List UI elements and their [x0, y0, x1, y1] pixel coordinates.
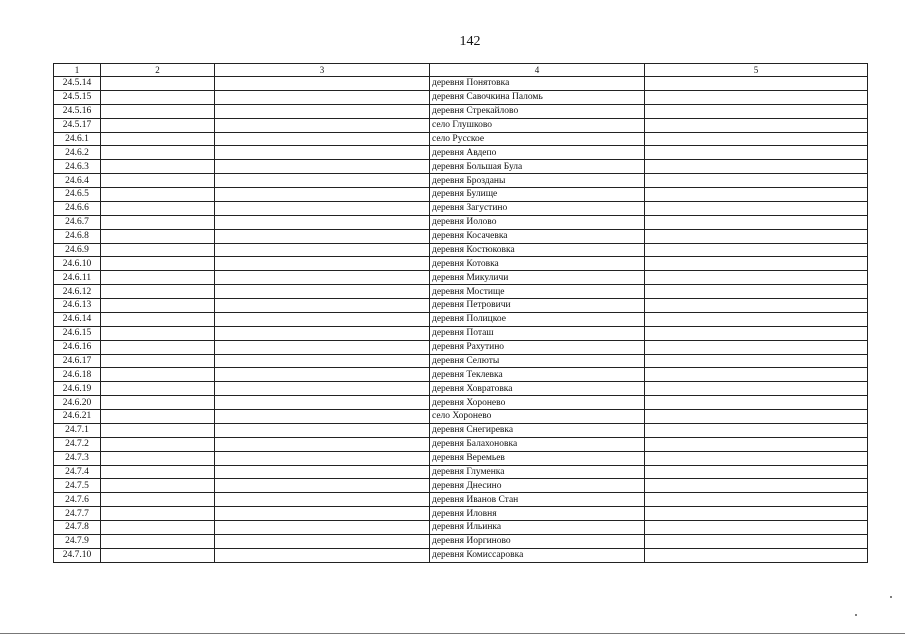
row-empty-cell-2: [101, 174, 215, 188]
row-empty-cell-3: [215, 132, 430, 146]
row-code-cell: 24.7.10: [54, 548, 101, 562]
row-empty-cell-5: [645, 215, 868, 229]
row-code-cell: 24.6.18: [54, 368, 101, 382]
row-settlement-name-cell: деревня Комиссаровка: [430, 548, 645, 562]
row-empty-cell-5: [645, 354, 868, 368]
row-empty-cell-3: [215, 340, 430, 354]
row-empty-cell-2: [101, 382, 215, 396]
row-settlement-name-cell: деревня Снегиревка: [430, 423, 645, 437]
row-empty-cell-5: [645, 132, 868, 146]
row-empty-cell-3: [215, 188, 430, 202]
row-empty-cell-5: [645, 465, 868, 479]
table-header-row: [54, 64, 868, 77]
table-row: [54, 479, 868, 493]
row-empty-cell-2: [101, 368, 215, 382]
column-header-2: 2: [101, 64, 215, 77]
row-settlement-name-cell: село Русское: [430, 132, 645, 146]
row-empty-cell-3: [215, 174, 430, 188]
row-empty-cell-5: [645, 174, 868, 188]
row-empty-cell-5: [645, 423, 868, 437]
row-empty-cell-5: [645, 118, 868, 132]
row-code-cell: 24.5.17: [54, 118, 101, 132]
row-empty-cell-5: [645, 437, 868, 451]
row-settlement-name-cell: деревня Балахоновка: [430, 437, 645, 451]
table-row: [54, 77, 868, 91]
row-empty-cell-2: [101, 423, 215, 437]
row-code-cell: 24.6.8: [54, 229, 101, 243]
row-settlement-name-cell: деревня Веремьев: [430, 451, 645, 465]
table-row: [54, 201, 868, 215]
row-empty-cell-3: [215, 285, 430, 299]
row-code-cell: 24.6.2: [54, 146, 101, 160]
table-row: [54, 299, 868, 313]
row-code-cell: 24.7.2: [54, 437, 101, 451]
row-empty-cell-5: [645, 534, 868, 548]
row-empty-cell-2: [101, 243, 215, 257]
row-settlement-name-cell: деревня Костюковка: [430, 243, 645, 257]
table-row: [54, 340, 868, 354]
row-empty-cell-3: [215, 479, 430, 493]
table-row: [54, 548, 868, 562]
table-row: [54, 104, 868, 118]
row-empty-cell-3: [215, 382, 430, 396]
row-empty-cell-5: [645, 396, 868, 410]
table-row: [54, 326, 868, 340]
row-code-cell: 24.6.9: [54, 243, 101, 257]
row-code-cell: 24.6.15: [54, 326, 101, 340]
row-empty-cell-5: [645, 77, 868, 91]
row-settlement-name-cell: деревня Савочкина Паломь: [430, 90, 645, 104]
row-empty-cell-3: [215, 160, 430, 174]
row-empty-cell-3: [215, 507, 430, 521]
row-empty-cell-3: [215, 312, 430, 326]
table-row: [54, 493, 868, 507]
row-empty-cell-2: [101, 465, 215, 479]
row-settlement-name-cell: деревня Булище: [430, 188, 645, 202]
scan-speck: [890, 596, 892, 598]
row-empty-cell-5: [645, 146, 868, 160]
table-row: [54, 465, 868, 479]
row-empty-cell-3: [215, 243, 430, 257]
row-empty-cell-5: [645, 451, 868, 465]
row-settlement-name-cell: деревня Стрекайлово: [430, 104, 645, 118]
row-empty-cell-2: [101, 451, 215, 465]
table-body: [54, 77, 868, 563]
row-empty-cell-2: [101, 77, 215, 91]
table-row: [54, 243, 868, 257]
row-empty-cell-5: [645, 521, 868, 535]
row-empty-cell-2: [101, 548, 215, 562]
row-empty-cell-2: [101, 299, 215, 313]
row-code-cell: 24.6.21: [54, 410, 101, 424]
row-empty-cell-3: [215, 90, 430, 104]
row-settlement-name-cell: деревня Иловня: [430, 507, 645, 521]
row-empty-cell-2: [101, 534, 215, 548]
row-settlement-name-cell: село Глушково: [430, 118, 645, 132]
row-code-cell: 24.6.7: [54, 215, 101, 229]
row-settlement-name-cell: деревня Поташ: [430, 326, 645, 340]
row-empty-cell-5: [645, 243, 868, 257]
table-row: [54, 229, 868, 243]
row-empty-cell-5: [645, 285, 868, 299]
row-settlement-name-cell: деревня Мостище: [430, 285, 645, 299]
row-empty-cell-5: [645, 271, 868, 285]
row-empty-cell-5: [645, 507, 868, 521]
row-empty-cell-2: [101, 326, 215, 340]
row-empty-cell-3: [215, 368, 430, 382]
row-settlement-name-cell: деревня Ильинка: [430, 521, 645, 535]
row-empty-cell-2: [101, 146, 215, 160]
row-empty-cell-5: [645, 548, 868, 562]
row-settlement-name-cell: деревня Большая Була: [430, 160, 645, 174]
row-empty-cell-3: [215, 548, 430, 562]
row-settlement-name-cell: деревня Котовка: [430, 257, 645, 271]
row-settlement-name-cell: деревня Теклевка: [430, 368, 645, 382]
row-code-cell: 24.6.14: [54, 312, 101, 326]
row-empty-cell-3: [215, 229, 430, 243]
row-empty-cell-2: [101, 312, 215, 326]
row-empty-cell-2: [101, 493, 215, 507]
row-code-cell: 24.6.10: [54, 257, 101, 271]
row-empty-cell-5: [645, 312, 868, 326]
table-row: [54, 257, 868, 271]
row-code-cell: 24.7.8: [54, 521, 101, 535]
column-header-4: 4: [430, 64, 645, 77]
row-code-cell: 24.7.5: [54, 479, 101, 493]
table-row: [54, 271, 868, 285]
row-empty-cell-3: [215, 215, 430, 229]
row-code-cell: 24.6.3: [54, 160, 101, 174]
settlements-table: [53, 63, 868, 563]
row-empty-cell-3: [215, 451, 430, 465]
row-settlement-name-cell: деревня Петровичи: [430, 299, 645, 313]
row-empty-cell-2: [101, 104, 215, 118]
table-row: [54, 396, 868, 410]
row-code-cell: 24.5.14: [54, 77, 101, 91]
row-empty-cell-2: [101, 118, 215, 132]
row-code-cell: 24.6.6: [54, 201, 101, 215]
table-row: [54, 132, 868, 146]
row-settlement-name-cell: деревня Полицкое: [430, 312, 645, 326]
row-empty-cell-3: [215, 396, 430, 410]
row-settlement-name-cell: деревня Глуменка: [430, 465, 645, 479]
row-code-cell: 24.7.1: [54, 423, 101, 437]
table-row: [54, 521, 868, 535]
row-empty-cell-2: [101, 201, 215, 215]
row-code-cell: 24.7.6: [54, 493, 101, 507]
row-empty-cell-3: [215, 410, 430, 424]
row-code-cell: 24.7.3: [54, 451, 101, 465]
row-empty-cell-2: [101, 410, 215, 424]
row-empty-cell-3: [215, 521, 430, 535]
table-row: [54, 215, 868, 229]
row-empty-cell-2: [101, 257, 215, 271]
table-row: [54, 146, 868, 160]
row-settlement-name-cell: деревня Ховратовка: [430, 382, 645, 396]
row-empty-cell-2: [101, 285, 215, 299]
column-header-1: 1: [54, 64, 101, 77]
row-empty-cell-5: [645, 382, 868, 396]
row-empty-cell-2: [101, 271, 215, 285]
table-row: [54, 437, 868, 451]
row-empty-cell-3: [215, 271, 430, 285]
row-settlement-name-cell: деревня Микуличи: [430, 271, 645, 285]
row-empty-cell-3: [215, 354, 430, 368]
row-empty-cell-5: [645, 90, 868, 104]
row-empty-cell-5: [645, 160, 868, 174]
row-code-cell: 24.6.12: [54, 285, 101, 299]
row-code-cell: 24.7.9: [54, 534, 101, 548]
row-empty-cell-5: [645, 326, 868, 340]
row-empty-cell-5: [645, 340, 868, 354]
table-row: [54, 451, 868, 465]
row-empty-cell-3: [215, 326, 430, 340]
row-empty-cell-5: [645, 257, 868, 271]
table-row: [54, 90, 868, 104]
table-row: [54, 534, 868, 548]
table-row: [54, 507, 868, 521]
row-empty-cell-5: [645, 104, 868, 118]
row-code-cell: 24.7.7: [54, 507, 101, 521]
table-row: [54, 118, 868, 132]
table-row: [54, 188, 868, 202]
row-empty-cell-3: [215, 146, 430, 160]
row-empty-cell-3: [215, 423, 430, 437]
page-bottom-rule: [0, 633, 905, 634]
row-empty-cell-5: [645, 188, 868, 202]
row-code-cell: 24.6.11: [54, 271, 101, 285]
row-empty-cell-2: [101, 437, 215, 451]
row-empty-cell-5: [645, 299, 868, 313]
row-settlement-name-cell: село Хоронево: [430, 410, 645, 424]
row-empty-cell-2: [101, 215, 215, 229]
row-empty-cell-3: [215, 118, 430, 132]
table-row: [54, 423, 868, 437]
row-empty-cell-2: [101, 229, 215, 243]
row-settlement-name-cell: деревня Иоргиново: [430, 534, 645, 548]
row-settlement-name-cell: деревня Хоронево: [430, 396, 645, 410]
row-empty-cell-5: [645, 201, 868, 215]
table-row: [54, 174, 868, 188]
row-empty-cell-2: [101, 396, 215, 410]
row-empty-cell-2: [101, 354, 215, 368]
row-empty-cell-5: [645, 229, 868, 243]
row-settlement-name-cell: деревня Иванов Стан: [430, 493, 645, 507]
column-header-5: 5: [645, 64, 868, 77]
row-empty-cell-3: [215, 534, 430, 548]
row-settlement-name-cell: деревня Косачевка: [430, 229, 645, 243]
row-code-cell: 24.6.17: [54, 354, 101, 368]
row-code-cell: 24.6.13: [54, 299, 101, 313]
row-empty-cell-2: [101, 90, 215, 104]
row-settlement-name-cell: деревня Селюты: [430, 354, 645, 368]
row-empty-cell-2: [101, 479, 215, 493]
row-empty-cell-2: [101, 188, 215, 202]
row-code-cell: 24.6.5: [54, 188, 101, 202]
row-settlement-name-cell: деревня Иолово: [430, 215, 645, 229]
row-code-cell: 24.5.16: [54, 104, 101, 118]
row-empty-cell-3: [215, 257, 430, 271]
row-code-cell: 24.6.16: [54, 340, 101, 354]
table-row: [54, 368, 868, 382]
row-empty-cell-5: [645, 493, 868, 507]
row-settlement-name-cell: деревня Рахутино: [430, 340, 645, 354]
row-empty-cell-5: [645, 410, 868, 424]
row-empty-cell-2: [101, 340, 215, 354]
column-header-3: 3: [215, 64, 430, 77]
row-empty-cell-5: [645, 368, 868, 382]
row-code-cell: 24.6.4: [54, 174, 101, 188]
row-empty-cell-3: [215, 493, 430, 507]
page-number: 142: [459, 34, 481, 49]
row-empty-cell-3: [215, 104, 430, 118]
table-row: [54, 382, 868, 396]
row-empty-cell-3: [215, 201, 430, 215]
table-row: [54, 160, 868, 174]
row-empty-cell-2: [101, 521, 215, 535]
row-code-cell: 24.6.1: [54, 132, 101, 146]
row-empty-cell-3: [215, 465, 430, 479]
row-empty-cell-3: [215, 299, 430, 313]
row-code-cell: 24.6.19: [54, 382, 101, 396]
row-code-cell: 24.5.15: [54, 90, 101, 104]
scan-speck: [855, 614, 857, 616]
table-row: [54, 285, 868, 299]
table-row: [54, 312, 868, 326]
row-settlement-name-cell: деревня Авдепо: [430, 146, 645, 160]
row-empty-cell-5: [645, 479, 868, 493]
table-row: [54, 410, 868, 424]
row-empty-cell-2: [101, 132, 215, 146]
row-empty-cell-3: [215, 437, 430, 451]
row-empty-cell-2: [101, 507, 215, 521]
row-code-cell: 24.6.20: [54, 396, 101, 410]
row-empty-cell-2: [101, 160, 215, 174]
row-settlement-name-cell: деревня Понятовка: [430, 77, 645, 91]
row-settlement-name-cell: деревня Брозданы: [430, 174, 645, 188]
row-code-cell: 24.7.4: [54, 465, 101, 479]
row-settlement-name-cell: деревня Днесино: [430, 479, 645, 493]
row-empty-cell-3: [215, 77, 430, 91]
row-settlement-name-cell: деревня Загустино: [430, 201, 645, 215]
table-row: [54, 354, 868, 368]
